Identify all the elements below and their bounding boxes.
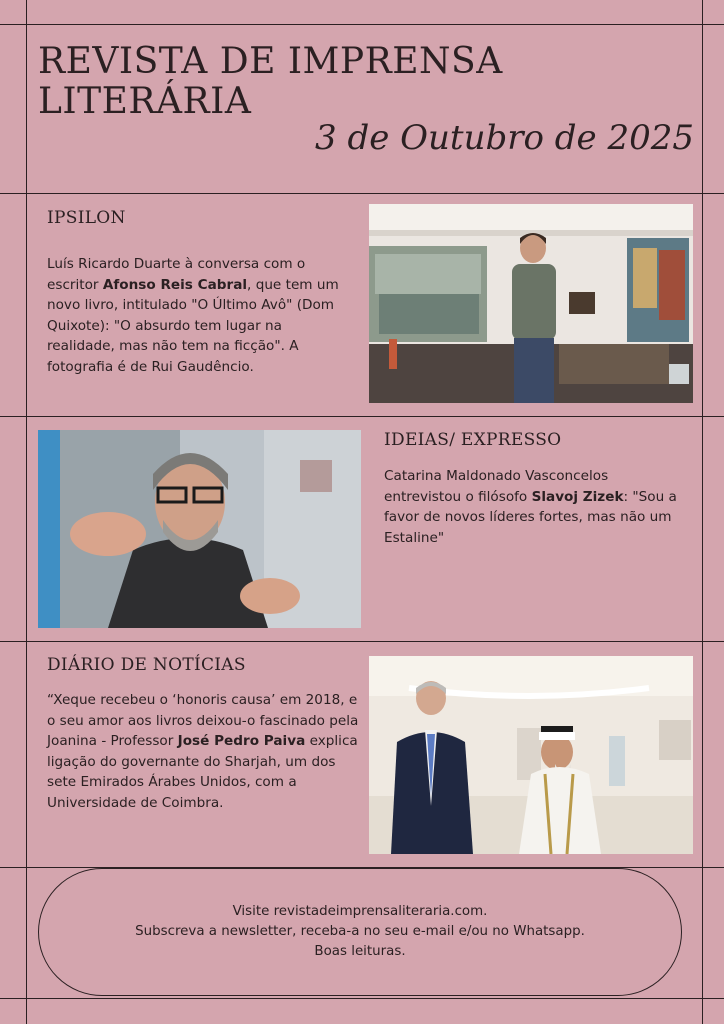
title-line-1: REVISTA DE IMPRENSA [38, 41, 503, 82]
footer-sign-off: Boas leituras. [314, 944, 406, 959]
section-text-ipsilon: Luís Ricardo Duarte à conversa com o escritor Afonso Reis Cabral, que tem um novo livro, intitulado "O Último Avô" (Dom Quixote): "O absurdo tem lugar na realidade, mas não tem na ficção". A fotografia é de Rui Gaudêncio. [47, 256, 339, 375]
footer-subscribe-box [38, 868, 682, 996]
title-line-2: LITERÁRIA [38, 81, 252, 122]
section-text-ideias-expresso: Catarina Maldonado Vasconcelos entrevistou o filósofo Slavoj Zizek: "Sou a favor de novos líderes fortes, mas não um Estaline" [384, 468, 677, 546]
divider-left [26, 0, 27, 1024]
divider-section-2 [0, 641, 724, 642]
section-text-diario-de-noticias: “Xeque recebeu o ‘honoris causa’ em 2018, e o seu amor aos livros deixou-o fascinado pela Joanina - Professor José Pedro Paiva explica ligação do governante do Sharjah, um dos sete Emirados Árabes Unidos, com a Universidade de Coimbra. [47, 692, 359, 811]
section-heading-diario-de-noticias: DIÁRIO DE NOTÍCIAS [47, 655, 246, 675]
photo-slavoj-zizek [38, 430, 361, 628]
divider-section-1 [0, 416, 724, 417]
section-heading-ideias-expresso: IDEIAS/ EXPRESSO [384, 430, 562, 450]
author-name-afonso-reis-cabral: Afonso Reis Cabral [102, 276, 248, 293]
divider-bottom [0, 998, 724, 999]
footer-subscribe-line: Subscreva a newsletter, receba-a no seu e-mail e/ou no Whatsapp. [135, 924, 585, 939]
page-title [38, 42, 503, 122]
footer-visit-line: Visite revistadeimprensaliteraria.com. [232, 904, 488, 919]
section-heading-ipsilon: IPSILON [47, 208, 126, 228]
divider-header [0, 193, 724, 194]
author-name-jose-pedro-paiva: José Pedro Paiva [177, 733, 306, 749]
author-name-slavoj-zizek: Slavoj Zizek [531, 488, 624, 505]
divider-right [702, 0, 703, 1024]
photo-sharjah-coimbra [369, 656, 693, 854]
issue-date: 3 de Outubro de 2025 [315, 118, 694, 158]
divider-top [0, 24, 724, 25]
photo-afonso-reis-cabral [369, 204, 693, 403]
